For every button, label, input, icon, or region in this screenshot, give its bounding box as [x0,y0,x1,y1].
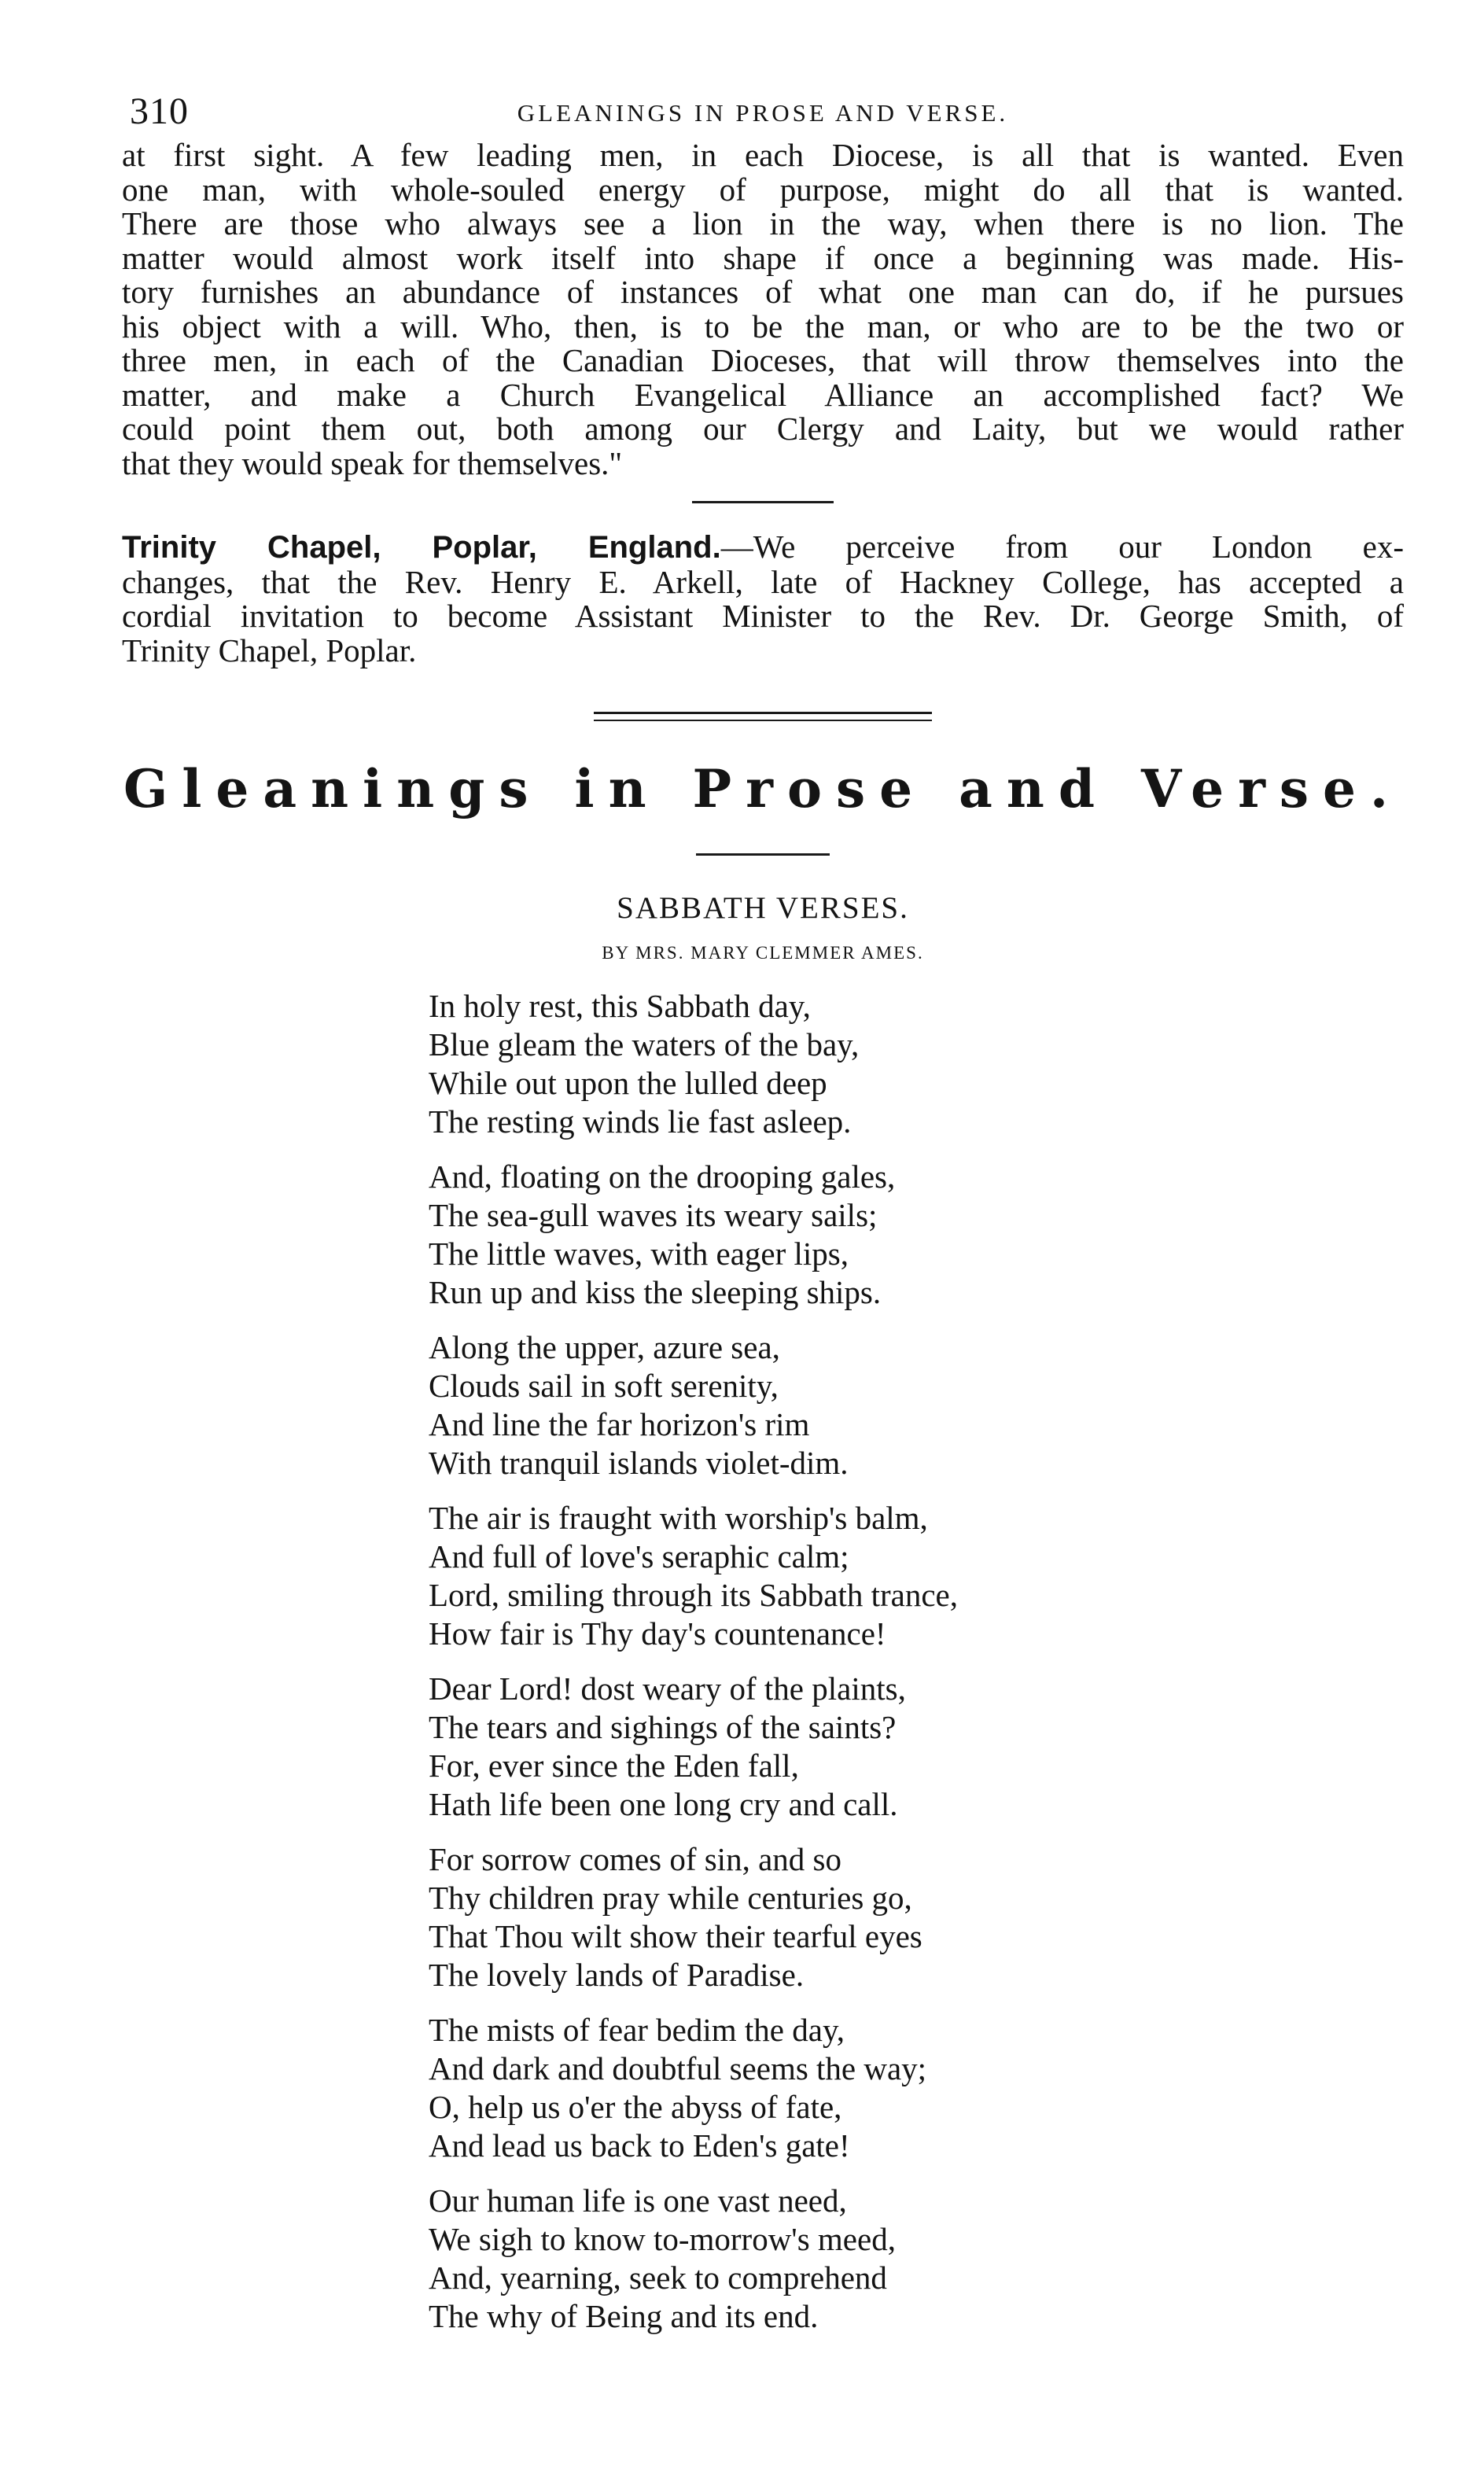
news-item-text: —We perceive from our London ex- [720,529,1404,565]
poem-line: The air is fraught with worship's balm, [429,1500,928,1536]
paragraph-line: one man, with whole-souled energy of purpose, might do all that is wanted. [122,171,1404,208]
poem-line: Clouds sail in soft serenity, [429,1368,779,1404]
paragraph-line: matter, and make a Church Evangelical Alliance an accomplished fact? We [122,376,1404,413]
section-heading: Gleanings in Prose and Verse. [123,758,1403,819]
paragraph-line: that they would speak for themselves." [122,444,623,481]
news-item [122,530,1404,668]
poem-line: Blue gleam the waters of the bay, [429,1026,860,1063]
stanza [429,1328,1404,1482]
paragraph-line: three men, in each of the Canadian Dioceses, that will throw themselves into the [122,342,1404,378]
news-item-title: Trinity Chapel, Poplar, England. [122,530,721,565]
poem-line: And dark and doubtful seems the way; [429,2050,927,2086]
paragraph-line: at first sight. A few leading men, in each Diocese, is all that is wanted. Even [122,137,1404,173]
poem-line: Along the upper, azure sea, [429,1329,780,1365]
stanza [429,987,1404,1141]
poem-line: The sea-gull waves its weary sails; [429,1197,878,1233]
poem-line: In holy rest, this Sabbath day, [429,988,811,1024]
poem-line: While out upon the lulled deep [429,1065,827,1101]
poem-title: SABBATH VERSES. [617,891,909,925]
poem-line: And full of love's seraphic calm; [429,1538,849,1574]
running-title: GLEANINGS IN PROSE AND VERSE. [517,99,1009,127]
poem-line: Run up and kiss the sleeping ships. [429,1274,882,1310]
paragraph-line: tory furnishes an abundance of instances of what one man can do, if he pursues [122,274,1404,310]
double-separator-rule [594,712,932,721]
poem-line: O, help us o'er the abyss of fate, [429,2089,842,2125]
poem-line: We sigh to know to-morrow's meed, [429,2221,896,2257]
poem-line: The lovely lands of Paradise. [429,1957,805,1993]
poem-line: How fair is Thy day's countenance! [429,1615,886,1652]
news-item-line: Trinity Chapel, Poplar. [122,632,417,668]
poem-line: And, yearning, seek to comprehend [429,2259,887,2296]
poem-line: And, floating on the drooping gales, [429,1158,896,1195]
news-item-first-line [122,530,1404,565]
paragraph-line: could point them out, both among our Clergy and Laity, but we would rather [122,411,1404,447]
separator-rule [692,501,834,503]
poem-line: Lord, smiling through its Sabbath trance, [429,1577,958,1613]
poem-line: Our human life is one vast need, [429,2182,847,2219]
poem-line: The why of Being and its end. [429,2298,819,2334]
paragraph-line: There are those who always see a lion in the way, when there is no lion. The [122,205,1404,241]
news-item-line: changes, that the Rev. Henry E. Arkell, late of Hackney College, has accepted a [122,563,1404,600]
poem-line: That Thou wilt show their tearful eyes [429,1918,922,1954]
poem-line: For sorrow comes of sin, and so [429,1841,841,1877]
poem-body [429,987,1404,2336]
page-number: 310 [130,90,189,132]
poem-byline: BY MRS. MARY CLEMMER AMES. [602,943,924,963]
poem-line: Thy children pray while centuries go, [429,1880,912,1916]
poem-line: The mists of fear bedim the day, [429,2012,845,2048]
poem-line: Hath life been one long cry and call. [429,1786,898,1822]
stanza [429,1840,1404,1994]
news-item-line: cordial invitation to become Assistant Minister to the Rev. Dr. George Smith, of [122,598,1404,634]
poem-line: For, ever since the Eden fall, [429,1748,799,1784]
stanza [429,2182,1404,2336]
stanza [429,1158,1404,1312]
running-head [122,79,1404,134]
heading-underline-rule [696,853,830,856]
poem-line: The little waves, with eager lips, [429,1236,849,1272]
poem-line: Dear Lord! dost weary of the plaints, [429,1670,906,1707]
stanza [429,1499,1404,1653]
poem-line: And line the far horizon's rim [429,1406,810,1442]
poem-line: With tranquil islands violet-dim. [429,1445,849,1481]
continued-paragraph [122,138,1404,481]
poem-line: And lead us back to Eden's gate! [429,2127,850,2164]
stanza [429,2011,1404,2165]
paragraph-line: his object with a will. Who, then, is to be the man, or who are to be the two or [122,308,1404,344]
paragraph-line: matter would almost work itself into shape if once a beginning was made. His- [122,239,1404,276]
poem-line: The resting winds lie fast asleep. [429,1103,852,1140]
stanza [429,1670,1404,1824]
book-page [122,79,1404,2352]
poem-line: The tears and sighings of the saints? [429,1709,897,1745]
